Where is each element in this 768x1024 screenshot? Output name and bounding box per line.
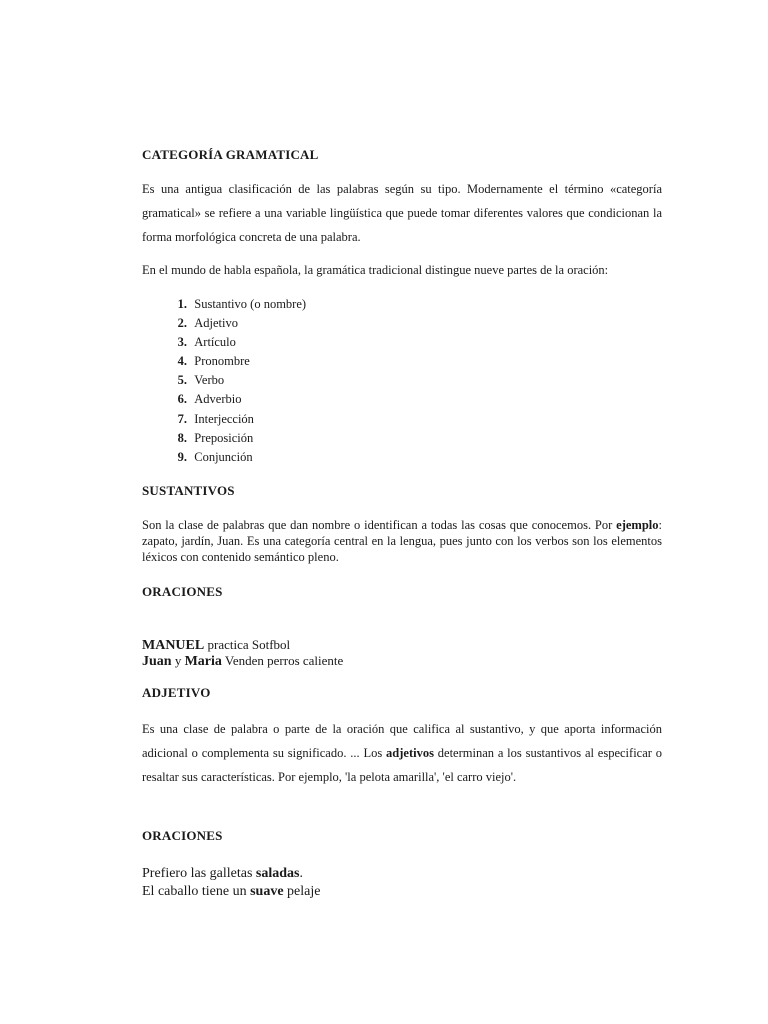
sustantivos-paragraph xyxy=(142,517,662,565)
list-item xyxy=(142,448,306,467)
list-item-number: 8. xyxy=(177,430,187,445)
example-3-text: Prefiero las galletas xyxy=(142,866,256,881)
list-item-label: Adverbio xyxy=(194,392,242,407)
list-item xyxy=(142,314,306,333)
list-item-number: 3. xyxy=(177,335,187,350)
list-item-number: 2. xyxy=(177,316,187,331)
list-item-label: Sustantivo (o nombre) xyxy=(194,297,307,311)
parts-of-speech-list xyxy=(142,295,306,467)
example-2-bold-2: Maria xyxy=(184,654,222,669)
list-item-number: 5. xyxy=(177,373,187,388)
example-1-bold: MANUEL xyxy=(142,638,205,653)
list-item-number: 6. xyxy=(177,392,187,407)
sustantivos-text-2: : zapato, jardín, Juan. Es una categoría central en la lengua, pues junto con los verbos son los elementos léxicos con contenido semántico pleno. xyxy=(142,518,662,564)
page-title: CATEGORÍA GRAMATICAL xyxy=(142,147,319,162)
list-item-label: Verbo xyxy=(194,373,225,388)
list-item-label: Adjetivo xyxy=(194,316,238,331)
example-sentence-3 xyxy=(142,865,303,882)
section-heading-oraciones-1: ORACIONES xyxy=(142,584,223,599)
intro-paragraph: Es una antigua clasificación de las palabras según su tipo. Modernamente el término «categoría gramatical» se refiere a una variable lingüística que puede tomar diferentes valores que condicionan la forma morfológica concreta de una palabra. xyxy=(142,182,662,244)
adjetivo-bold-adjetivos: adjetivos xyxy=(386,746,434,760)
example-2-bold-1: Juan xyxy=(142,654,172,669)
adjetivo-text-2: determinan a los sustantivos al especificar o resaltar sus características. Por ejemplo, 'la pelota amarilla', 'el carro viejo'. xyxy=(142,746,662,784)
list-item-number: 7. xyxy=(177,411,187,426)
adjetivo-text-1: Es una clase de palabra o parte de la oración que califica al sustantivo, y que aporta información adicional o complementa su significado. ... Los xyxy=(142,722,662,760)
list-item xyxy=(142,410,306,429)
example-4-text: El caballo tiene un xyxy=(142,884,251,899)
list-item-label: Pronombre xyxy=(194,354,250,369)
example-2-text: Venden perros caliente xyxy=(221,653,344,668)
list-item xyxy=(142,429,306,448)
example-3-bold: saladas xyxy=(255,866,300,881)
example-sentence-4 xyxy=(142,883,320,900)
example-4-end: pelaje xyxy=(283,884,321,899)
section-heading-adjetivo: ADJETIVO xyxy=(142,685,211,700)
adjetivo-paragraph xyxy=(142,717,662,789)
section-heading-oraciones-2: ORACIONES xyxy=(142,828,223,843)
intro-paragraph-2: En el mundo de habla española, la gramática tradicional distingue nueve partes de la oración: xyxy=(142,263,609,277)
list-item xyxy=(142,352,306,371)
list-item-label: Preposición xyxy=(194,430,254,445)
sustantivos-text-1: Son la clase de palabras que dan nombre o identifican a todas las cosas que conocemos. Por xyxy=(142,518,617,532)
list-item-label: Interjección xyxy=(194,411,254,426)
list-item-label: Artículo xyxy=(194,335,236,350)
section-heading-sustantivos: SUSTANTIVOS xyxy=(142,483,235,498)
list-item-number: 4. xyxy=(177,354,187,369)
example-2-mid: y xyxy=(171,653,185,668)
example-3-end: . xyxy=(299,866,303,881)
sustantivos-bold-ejemplo: ejemplo xyxy=(616,518,659,532)
list-item xyxy=(142,390,306,409)
list-item xyxy=(142,333,306,352)
example-sentence-2 xyxy=(142,652,343,670)
list-item-label: Conjunción xyxy=(194,449,253,464)
list-item-number: 9. xyxy=(177,449,187,464)
list-item-number: 1. xyxy=(177,297,187,311)
example-4-bold: suave xyxy=(250,884,284,899)
list-item xyxy=(142,371,306,390)
list-item xyxy=(142,295,306,314)
example-1-text: practica Sotfbol xyxy=(204,637,291,652)
